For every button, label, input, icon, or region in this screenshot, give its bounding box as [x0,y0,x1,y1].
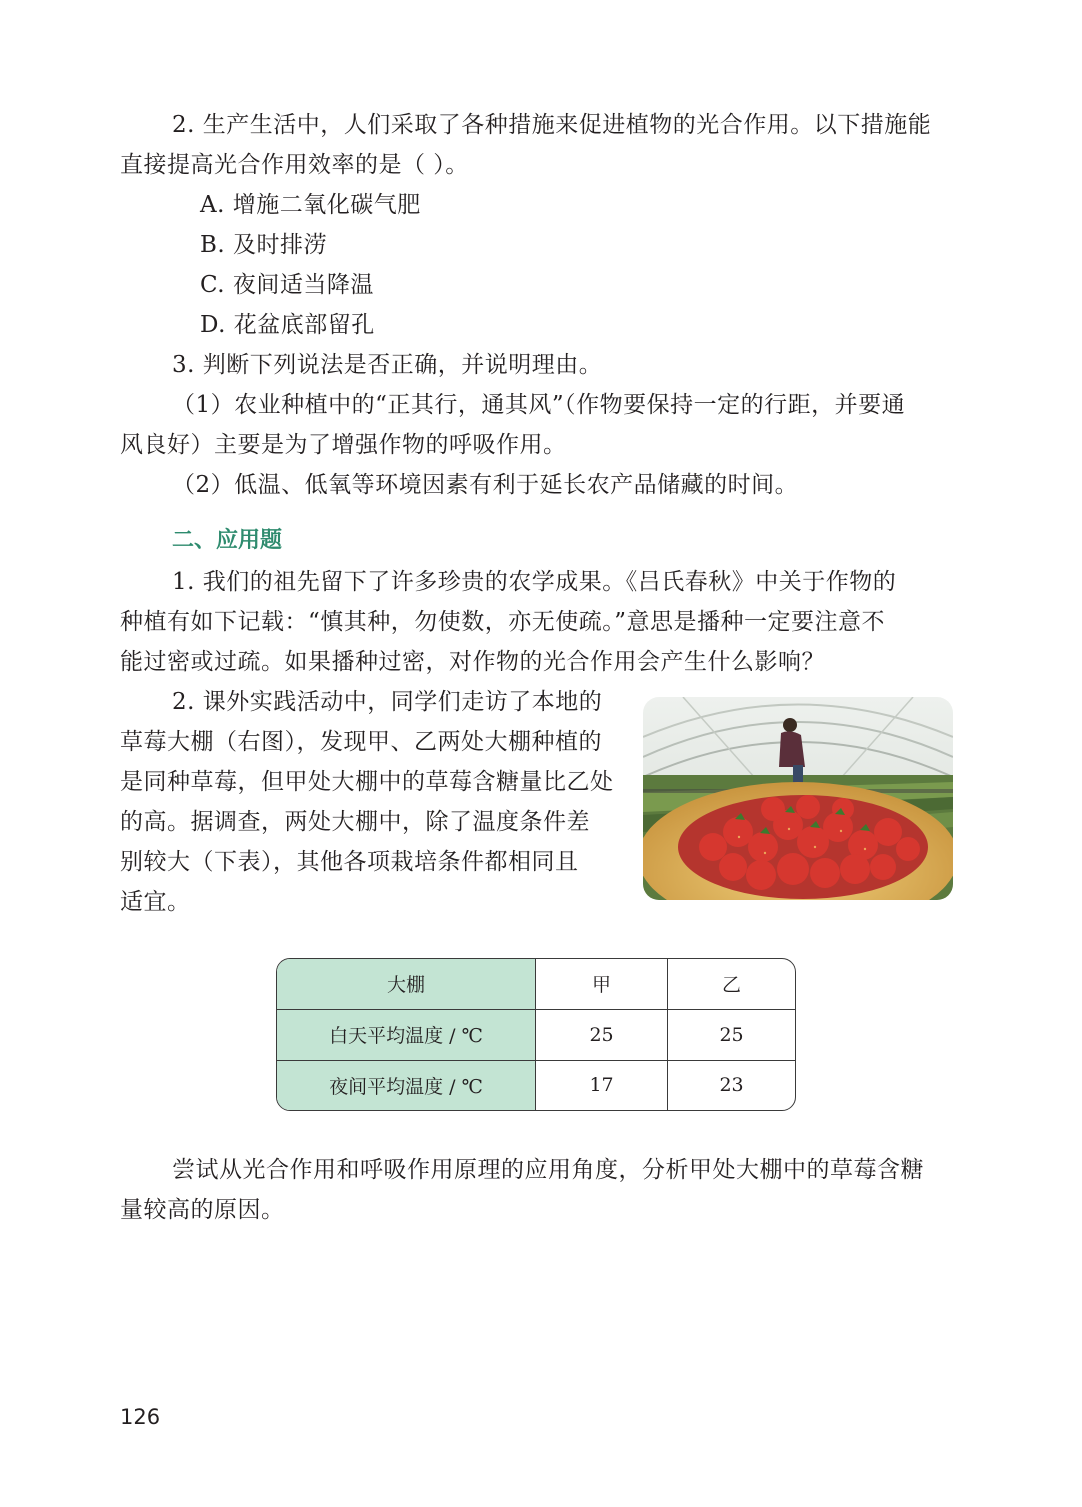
q3-item1-line2: 风良好）主要是为了增强作物的呼吸作用。 [120,432,567,458]
page-number: 126 [120,1405,161,1429]
app1-line3: 能过密或过疏。如果播种过密，对作物的光合作用会产生什么影响？ [120,649,825,675]
app1-line2: 种植有如下记载：“慎其种，勿使数，亦无使疏。”意思是播种一定要注意不 [120,609,886,635]
temperature-table [276,958,796,1111]
q2-option-c: C. 夜间适当降温 [200,272,374,298]
table-cell-jia: 25 [536,1010,668,1061]
table-header-jia: 甲 [536,959,668,1010]
table-row-label: 白天平均温度 / ℃ [277,1010,536,1061]
app1-line1: 1. 我们的祖先留下了许多珍贵的农学成果。《吕氏春秋》中关于作物的 [172,569,897,595]
closing-line1: 尝试从光合作用和呼吸作用原理的应用角度，分析甲处大棚中的草莓含糖 [172,1157,924,1183]
strawberry-greenhouse-photo [643,697,953,900]
app2-line6: 适宜。 [120,889,191,915]
app2-line2: 草莓大棚（右图），发现甲、乙两处大棚种植的 [120,729,602,755]
table-header-row [277,959,795,1010]
section-heading: 二、应用题 [172,528,283,553]
table-cell-jia: 17 [536,1061,668,1110]
app2-line5: 别较大（下表），其他各项栽培条件都相同且 [120,849,579,875]
table-row-label: 夜间平均温度 / ℃ [277,1061,536,1110]
q2-stem-line2: 直接提高光合作用效率的是（ ）。 [120,152,469,178]
table-header-yi: 乙 [668,959,795,1010]
q2-option-a: A. 增施二氧化碳气肥 [200,192,421,218]
app2-line3: 是同种草莓，但甲处大棚中的草莓含糖量比乙处 [120,769,614,795]
app2-line1: 2. 课外实践活动中，同学们走访了本地的 [172,689,603,715]
q2-option-d: D. 花盆底部留孔 [200,312,375,338]
table-row [277,1061,795,1110]
table-header-greenhouse: 大棚 [277,959,536,1010]
table-row [277,1010,795,1061]
q2-stem-line1: 2. 生产生活中，人们采取了各种措施来促进植物的光合作用。以下措施能 [172,112,932,138]
q3-stem: 3. 判断下列说法是否正确，并说明理由。 [172,352,603,378]
q3-item2: （2）低温、低氧等环境因素有利于延长农产品储藏的时间。 [172,472,799,498]
table-cell-yi: 23 [719,1074,744,1097]
closing-line2: 量较高的原因。 [120,1197,285,1223]
q3-item1-line1: （1）农业种植中的“正其行，通其风”（作物要保持一定的行距，并要通 [172,392,906,418]
app2-line4: 的高。据调查，两处大棚中，除了温度条件差 [120,809,590,835]
q2-option-b: B. 及时排涝 [200,232,328,258]
table-cell-yi: 25 [668,1010,795,1061]
